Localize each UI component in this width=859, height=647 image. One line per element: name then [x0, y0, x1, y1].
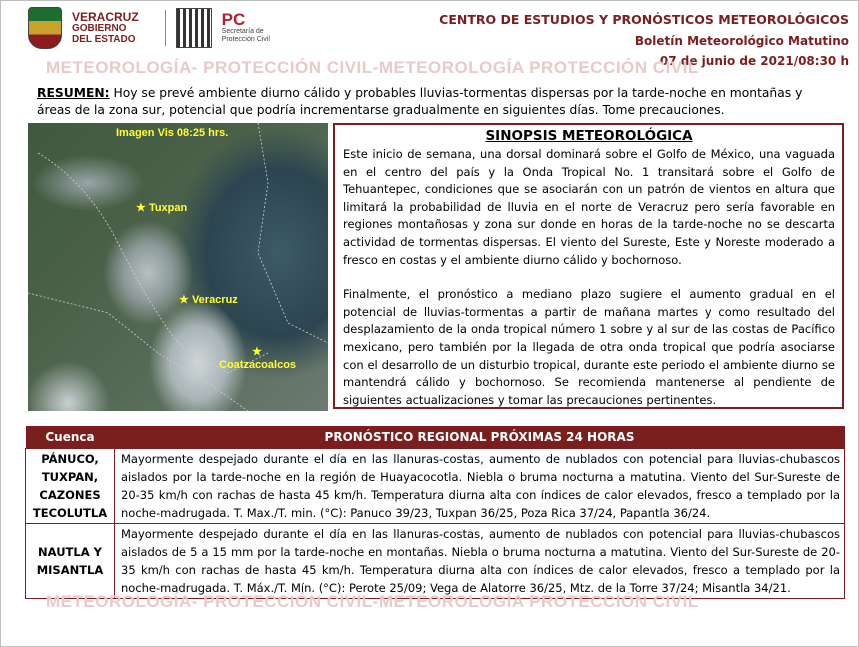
city-label-coatzacoalcos: Coatzacoalcos [219, 359, 297, 371]
star-icon: ★ [136, 202, 146, 214]
header-logos [28, 6, 270, 50]
pc-sub-line-2: Protección Civil [221, 36, 270, 43]
summary [37, 85, 837, 119]
watermark-bottom: METEOROLOGÍA- PROTECCIÓN CIVIL-METEOROLOGÍA PROTECCIÓN CIVIL [46, 592, 699, 611]
city-label-tuxpan: ★ Tuxpan [136, 202, 188, 214]
region-cell [26, 449, 115, 524]
civil-protection-name [222, 12, 270, 44]
satellite-caption: Imagen Vis 08:25 hrs. [116, 127, 229, 139]
veracruz-coat-of-arms-logo [28, 7, 62, 49]
bulletin-date: 07 de junio de 2021/08:30 h [659, 54, 849, 68]
summary-label: RESUMEN: [37, 86, 110, 100]
logo-divider [165, 10, 166, 46]
pc-acronym: PC [221, 10, 246, 29]
synopsis-paragraph-1: Este inicio de semana, una dorsal dominará sobre el Golfo de México, una vaguada en el centro del país y la Onda Tropical No. 1 transitará sobre el Golfo de Tehuantepec, condiciones que se asociarán con un patrón de vientos en altura que limitará la probabilidad de lluvia en el norte de Veracruz pero sería favorable en regiones montañosas y zona sur donde en horas de la tarde-noche no se descarta actividad de tormentas dispersas. El viento del Sureste, Este y Noreste moderado a fresco en costas y el ambiente diurno cálido y bochornoso. [343, 147, 835, 267]
column-header-forecast: PRONÓSTICO REGIONAL PRÓXIMAS 24 HORAS [115, 426, 845, 449]
city-star-coatzacoalcos [252, 345, 262, 358]
government-name [72, 9, 139, 45]
star-icon: ★ [252, 346, 262, 358]
table-row [26, 524, 845, 599]
satellite-image [28, 123, 328, 411]
synopsis-paragraph-2: Finalmente, el pronóstico a mediano plazo sugiere el aumento gradual en el potencial de lluvias-tormentas a partir de mañana martes y como resultado del desplazamiento de la onda tropical número 1 sobre y al sur de las costas de Pacífico mexicano, pero también por la llegada de otra onda tropical que podría asociarse con el desarrollo de un disturbio tropical, durante este periodo el ambiente diurno se mantendrá cálido y bochornoso. Se recomienda mantenerse al pendiente de siguientes actualizaciones y tomar las precauciones pertinentes. [343, 287, 835, 407]
region-line: TECOLUTLA [32, 506, 108, 520]
region-line: PÁNUCO, [41, 452, 99, 466]
region-cell [26, 524, 115, 599]
region-line: NAUTLA Y [38, 545, 102, 559]
summary-text: Hoy se prevé ambiente diurno cálido y probables lluvias-tormentas dispersas por la tarde-noche en montañas y áreas de la zona sur, potencial que podría incrementarse gradualmente en siguientes días. Tome precauciones. [37, 86, 803, 117]
bulletin-title: Boletín Meteorológico Matutino [634, 34, 849, 48]
regional-forecast-table [25, 426, 845, 599]
table-row [26, 449, 845, 524]
gov-line-3: DEL ESTADO [72, 33, 136, 45]
center-title: CENTRO DE ESTUDIOS Y PRONÓSTICOS METEOROLÓGICOS [439, 12, 849, 27]
synopsis-title: SINOPSIS METEOROLÓGICA [485, 128, 693, 144]
city-label-veracruz: ★ Veracruz [179, 294, 238, 306]
column-header-region: Cuenca [26, 426, 115, 449]
synopsis-box [333, 123, 844, 409]
star-icon: ★ [179, 294, 189, 306]
forecast-cell: Mayormente despejado durante el día en las llanuras-costas, aumento de nublados con potencial para lluvias-chubascos aislados de 5 a 15 mm por la tarde-noche en montañas. Niebla o bruma nocturna a matutina. Viento del Sur-Sureste de 20-35 km/h con rachas de hasta 45 km/h. Temperatura diurna alta con índices de calor elevados, fresco a templado por la noche-madrugada. T. Máx./T. Mín. (°C): Perote 25/09; Vega de Alatorre 36/25, Mtz. de la Torre 37/24; Misantla 34/21. [115, 524, 845, 599]
pc-sub-line-1: Secretaría de [221, 28, 264, 35]
table-header-row [26, 426, 845, 449]
gov-line-2: GOBIERNO [72, 22, 127, 34]
civil-protection-building-logo [176, 8, 212, 48]
watermark-top: METEOROLOGÍA- PROTECCIÓN CIVIL-METEOROLOGÍA PROTECCIÓN CIVIL [46, 58, 699, 77]
forecast-cell: Mayormente despejado durante el día en las llanuras-costas, aumento de nublados con potencial para lluvias-chubascos aislados por la tarde-noche en la región de Huayacocotla. Niebla o bruma nocturna a matutina. Viento del Sur-Sureste de 20-35 km/h con rachas de hasta 45 km/h. Temperatura diurna alta con índices de calor elevados, fresco a templado por la noche-madrugada. T. Max./T. min. (°C): Panuco 39/23, Tuxpan 36/25, Poza Rica 37/24, Papantla 36/24. [115, 449, 845, 524]
region-line: MISANTLA [36, 563, 104, 577]
gov-line-1: VERACRUZ [72, 9, 139, 24]
region-line: CAZONES [39, 488, 101, 502]
region-line: TUXPAN, [41, 470, 99, 484]
